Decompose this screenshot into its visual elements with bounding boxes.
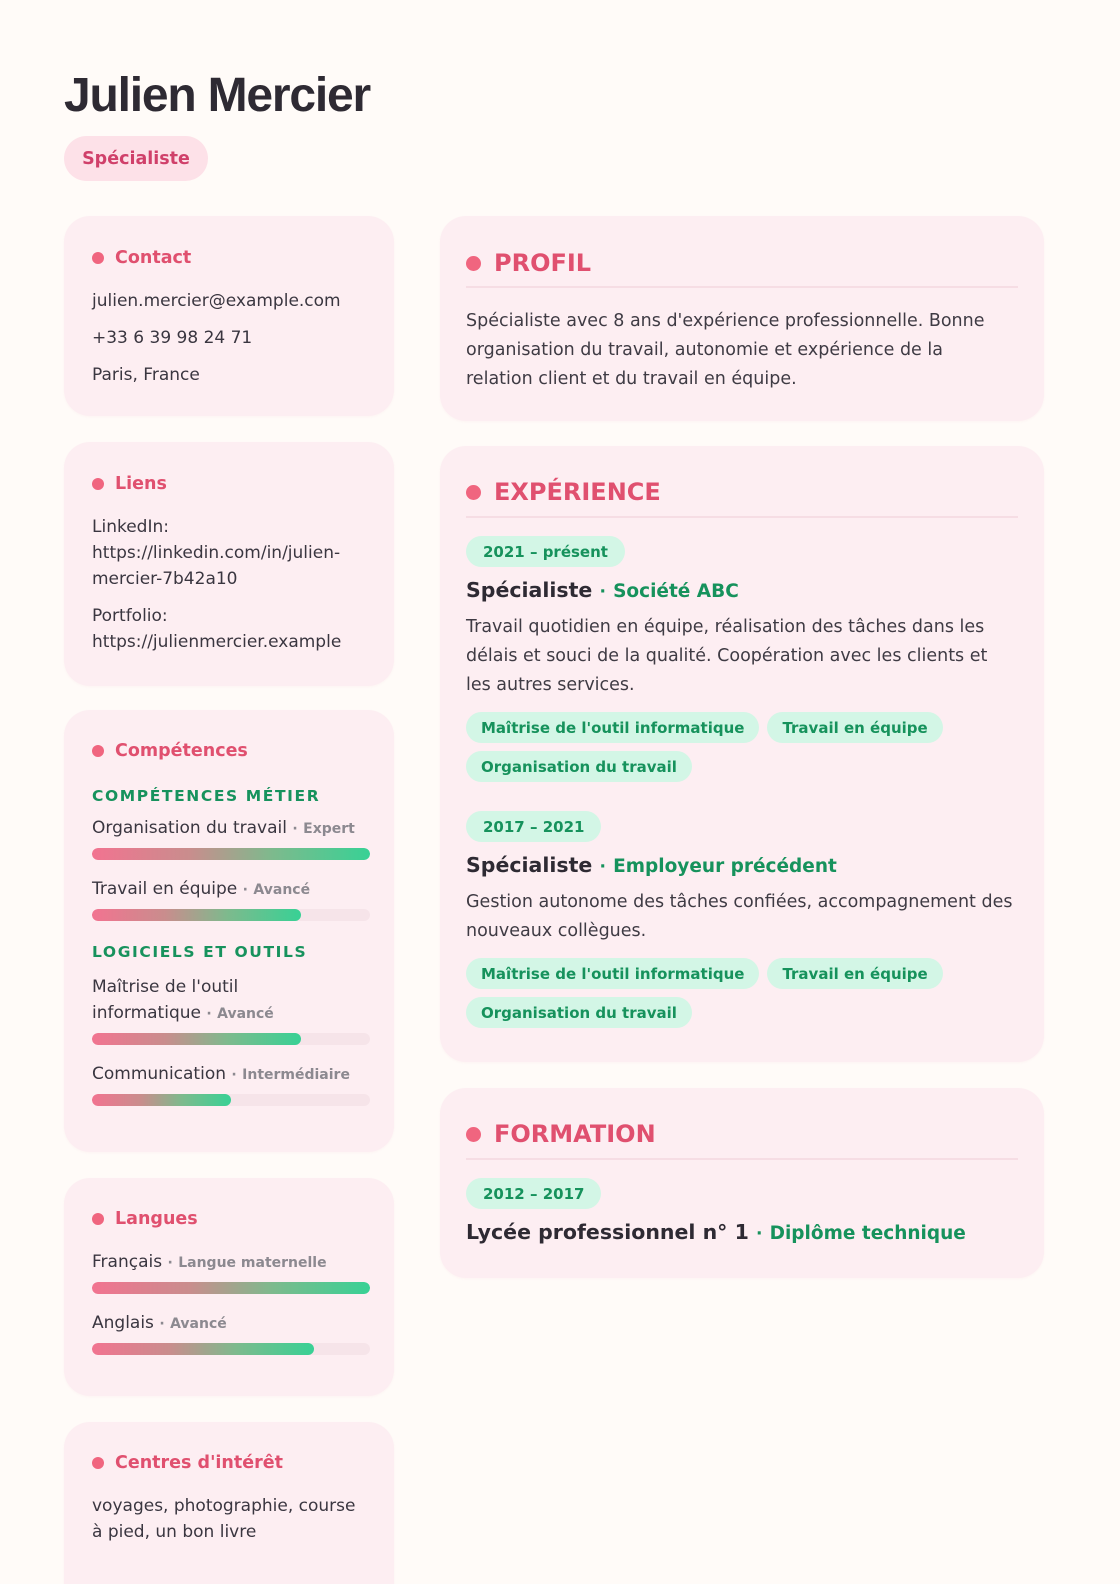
profile-card — [440, 216, 1044, 421]
job-entry — [466, 811, 1016, 1028]
skill-bar-fill — [92, 848, 370, 860]
linkedin-link[interactable] — [92, 514, 370, 592]
job-heading: Spécialiste · Société ABC — [466, 578, 739, 602]
contact-heading — [92, 246, 191, 270]
bullet-dot-icon — [92, 252, 104, 264]
language-bar-fill — [92, 1343, 314, 1355]
bullet-dot-icon — [466, 1127, 481, 1142]
education-heading — [466, 1119, 656, 1149]
candidate-name: Julien Mercier — [64, 69, 371, 122]
contact-location: Paris, France — [92, 365, 200, 385]
links-title: Liens — [115, 474, 167, 494]
language-bar — [92, 1282, 370, 1294]
skill-tag: Organisation du travail — [466, 751, 692, 782]
section-divider — [466, 286, 1018, 288]
education-dates: 2012 – 2017 — [466, 1178, 601, 1209]
skill-item: Organisation du travail · Expert — [92, 815, 370, 860]
skill-name: Communication — [92, 1064, 226, 1084]
job-description: Travail quotidien en équipe, réalisation des tâches dans les délais et souci de la qualité. Coopération avec les clients et les autres services. — [466, 617, 988, 695]
bullet-dot-icon — [466, 485, 481, 500]
job-dates: 2017 – 2021 — [466, 811, 601, 842]
skill-level: Avancé — [217, 1006, 274, 1022]
skill-bar-fill — [92, 909, 301, 921]
profile-title: PROFIL — [494, 249, 592, 277]
language-name: Anglais — [92, 1313, 154, 1333]
linkedin-url-line-2[interactable]: mercier-7b42a10 — [92, 569, 238, 589]
skill-name-line-2: informatique — [92, 1003, 201, 1023]
job-title: Spécialiste — [466, 853, 593, 877]
job-heading: Spécialiste · Employeur précédent — [466, 853, 837, 877]
experience-heading — [466, 477, 661, 507]
skill-bar — [92, 848, 370, 860]
job-tags — [466, 958, 1016, 1028]
language-bar — [92, 1343, 370, 1355]
skill-level: Expert — [303, 821, 355, 837]
interests-title: Centres d'intérêt — [115, 1453, 283, 1473]
skill-category-heading: LOGICIELS ET OUTILS — [92, 943, 308, 961]
skill-tag: Maîtrise de l'outil informatique — [466, 958, 759, 989]
skill-item: Communication · Intermédiaire — [92, 1061, 370, 1106]
skill-bar — [92, 1033, 370, 1045]
skill-tag: Organisation du travail — [466, 997, 692, 1028]
portfolio-label: Portfolio: — [92, 606, 168, 626]
language-item: Français · Langue maternelle — [92, 1249, 370, 1294]
education-title: FORMATION — [494, 1120, 656, 1148]
language-level: Langue maternelle — [178, 1255, 327, 1271]
profile-summary: Spécialiste avec 8 ans d'expérience professionnelle. Bonne organisation du travail, autonomie et expérience de la relation client et du travail en équipe. — [466, 311, 985, 389]
job-entry — [466, 536, 1016, 782]
skill-level: Intermédiaire — [242, 1067, 350, 1083]
section-divider — [466, 516, 1018, 518]
education-card — [440, 1088, 1044, 1278]
job-company: Employeur précédent — [613, 856, 837, 877]
portfolio-url[interactable]: https://julienmercier.example — [92, 632, 342, 652]
role-badge: Spécialiste — [64, 136, 208, 181]
contact-title: Contact — [115, 248, 192, 268]
language-level: Avancé — [170, 1316, 227, 1332]
languages-title: Langues — [115, 1209, 198, 1229]
bullet-dot-icon — [92, 1457, 104, 1469]
skill-tag: Travail en équipe — [767, 712, 942, 743]
language-item: Anglais · Avancé — [92, 1310, 370, 1355]
skill-category-heading: COMPÉTENCES MÉTIER — [92, 787, 321, 805]
job-description: Gestion autonome des tâches confiées, accompagnement des nouveaux collègues. — [466, 892, 1013, 941]
interests-card — [64, 1422, 394, 1584]
interests-heading — [92, 1451, 283, 1475]
skills-heading — [92, 739, 248, 763]
linkedin-label: LinkedIn: — [92, 517, 169, 537]
bullet-dot-icon — [92, 745, 104, 757]
bullet-dot-icon — [466, 256, 481, 271]
interests-text: voyages, photographie, course à pied, un bon livre — [92, 1496, 356, 1542]
job-company: Société ABC — [613, 581, 739, 602]
job-dates: 2021 – présent — [466, 536, 625, 567]
profile-heading — [466, 248, 591, 278]
skill-name: Travail en équipe — [92, 879, 238, 899]
languages-card — [64, 1178, 394, 1396]
skill-name: Organisation du travail — [92, 818, 287, 838]
skill-level: Avancé — [253, 882, 311, 898]
experience-title: EXPÉRIENCE — [494, 478, 661, 506]
contact-card — [64, 216, 394, 416]
education-school: Lycée professionnel n° 1 — [466, 1220, 749, 1244]
language-bar-fill — [92, 1282, 370, 1294]
job-title: Spécialiste — [466, 578, 593, 602]
links-heading — [92, 472, 167, 496]
skill-bar — [92, 909, 370, 921]
skill-item: Travail en équipe · Avancé — [92, 876, 370, 921]
education-heading-line: Lycée professionnel n° 1 · Diplôme technique — [466, 1220, 966, 1244]
job-tags — [466, 712, 1016, 782]
education-degree: Diplôme technique — [769, 1223, 966, 1244]
education-entry — [466, 1178, 1016, 1248]
language-name: Français — [92, 1252, 163, 1272]
links-card — [64, 442, 394, 686]
skill-tag: Travail en équipe — [767, 958, 942, 989]
linkedin-url-line-1[interactable]: https://linkedin.com/in/julien- — [92, 543, 341, 563]
bullet-dot-icon — [92, 1213, 104, 1225]
skill-name-line-1: Maîtrise de l'outil — [92, 977, 239, 997]
skill-bar-fill — [92, 1094, 231, 1106]
skill-bar — [92, 1094, 370, 1106]
portfolio-link[interactable] — [92, 603, 370, 655]
skill-item: Maîtrise de l'outil informatique · Avancé — [92, 974, 370, 1045]
skills-title: Compétences — [115, 741, 248, 761]
skill-tag: Maîtrise de l'outil informatique — [466, 712, 759, 743]
bullet-dot-icon — [92, 478, 104, 490]
languages-heading — [92, 1207, 198, 1231]
contact-email[interactable]: julien.mercier@example.com — [92, 291, 341, 311]
experience-card — [440, 446, 1044, 1062]
contact-phone[interactable]: +33 6 39 98 24 71 — [92, 328, 253, 348]
skills-card — [64, 710, 394, 1152]
section-divider — [466, 1158, 1018, 1160]
skill-bar-fill — [92, 1033, 301, 1045]
